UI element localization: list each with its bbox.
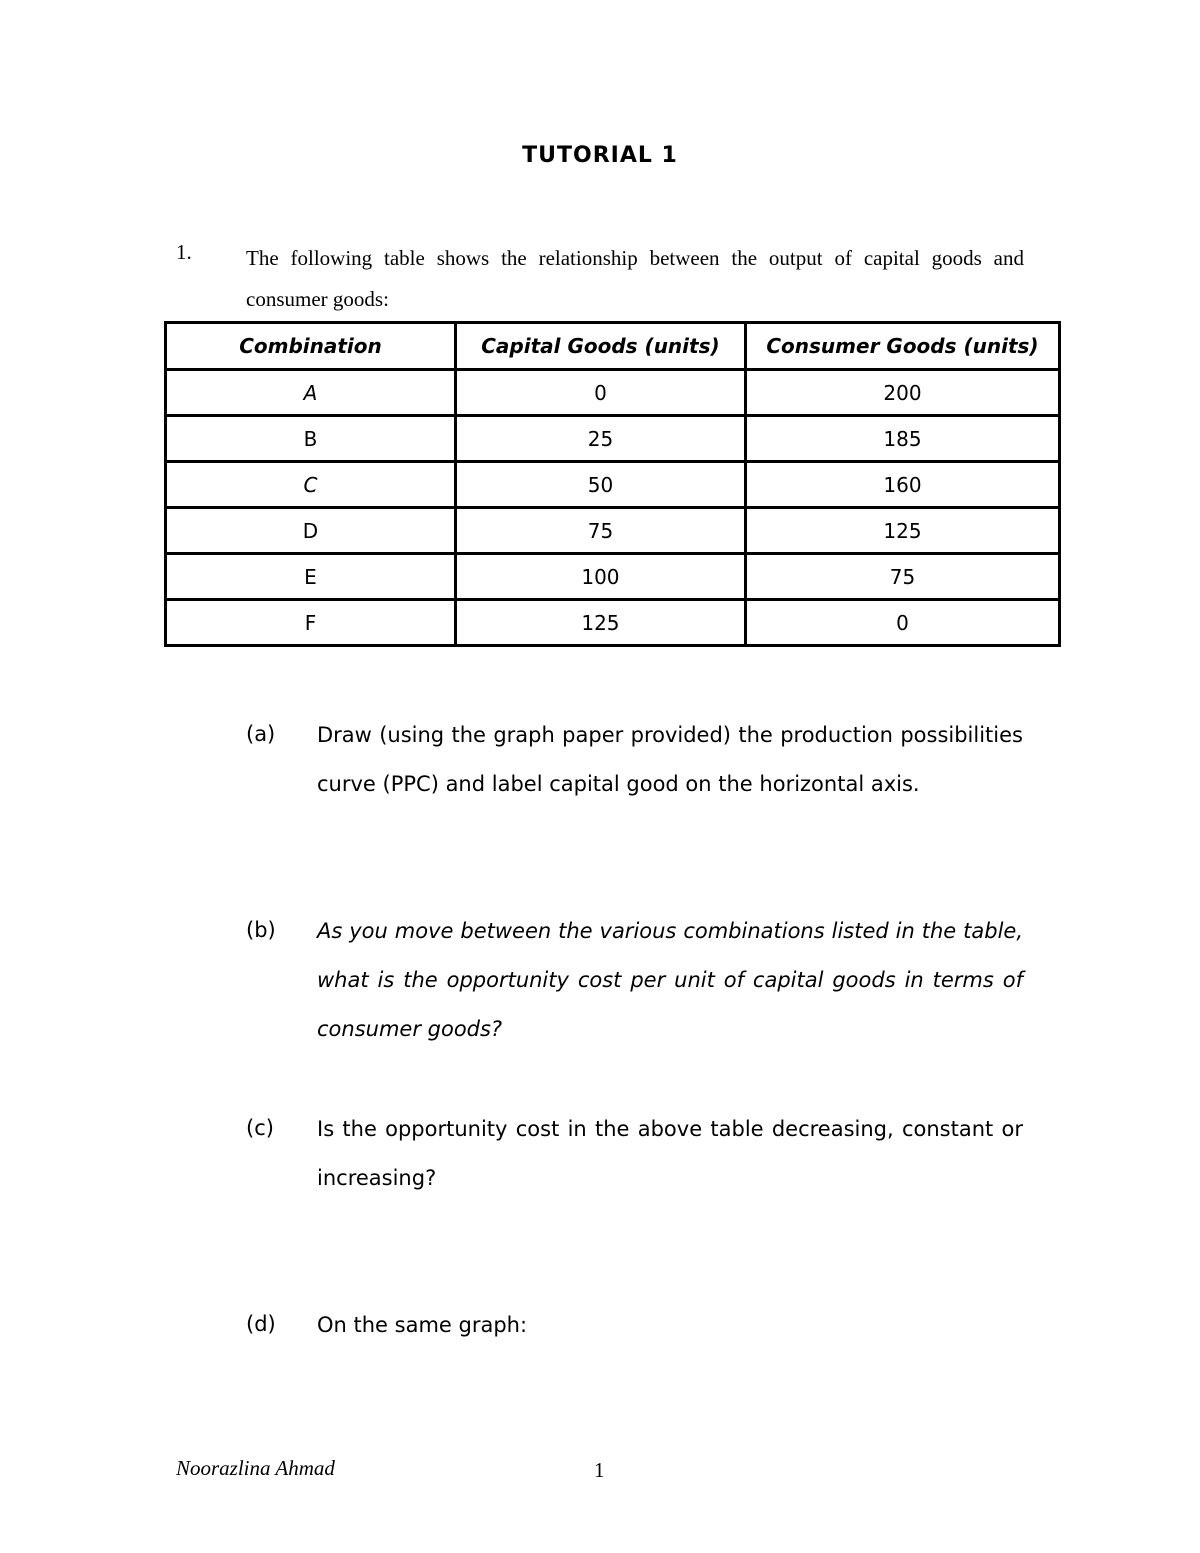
table-cell: 100 xyxy=(455,554,745,600)
part-c-text: Is the opportunity cost in the above table decreasing, constant or increasing? xyxy=(317,1117,1023,1190)
table-row xyxy=(166,370,1060,416)
table-cell: F xyxy=(166,600,456,646)
table-cell: 0 xyxy=(455,370,745,416)
part-a-label: (a) xyxy=(246,722,276,746)
data-table xyxy=(164,321,1061,647)
table-cell: B xyxy=(166,416,456,462)
table-cell: 0 xyxy=(745,600,1059,646)
table-cell: 75 xyxy=(745,554,1059,600)
table-row xyxy=(166,462,1060,508)
table-cell: E xyxy=(166,554,456,600)
table-cell: 25 xyxy=(455,416,745,462)
table-row xyxy=(166,554,1060,600)
table-cell: 50 xyxy=(455,462,745,508)
footer-author: Noorazlina Ahmad xyxy=(176,1456,335,1480)
table-cell: D xyxy=(166,508,456,554)
part-d-label: (d) xyxy=(246,1312,276,1336)
part-a-text: Draw (using the graph paper provided) the production possibilities curve (PPC) and label capital good on the horizontal axis. xyxy=(317,723,1023,796)
column-header-consumer-goods: Consumer Goods (units) xyxy=(745,323,1059,370)
question-number: 1. xyxy=(176,240,192,264)
table-cell: 75 xyxy=(455,508,745,554)
table-header-row xyxy=(166,323,1060,370)
table-cell: 200 xyxy=(745,370,1059,416)
table-row xyxy=(166,600,1060,646)
table-cell: A xyxy=(166,370,456,416)
table-cell: 125 xyxy=(745,508,1059,554)
table-row xyxy=(166,508,1060,554)
table-cell: 125 xyxy=(455,600,745,646)
column-header-combination: Combination xyxy=(166,323,456,370)
table-cell: 185 xyxy=(745,416,1059,462)
page-title: TUTORIAL 1 xyxy=(522,143,678,168)
part-c-label: (c) xyxy=(246,1116,274,1140)
part-b-text: As you move between the various combinations listed in the table, what is the opportunity cost per unit of capital goods in terms of consumer goods? xyxy=(317,919,1023,1041)
question-text: The following table shows the relationship between the output of capital goods and consumer goods: xyxy=(246,246,1024,311)
page-number: 1 xyxy=(594,1458,605,1482)
table-cell: 160 xyxy=(745,462,1059,508)
column-header-capital-goods: Capital Goods (units) xyxy=(455,323,745,370)
part-d-text: On the same graph: xyxy=(317,1313,528,1337)
part-b-label: (b) xyxy=(246,918,276,942)
table-row xyxy=(166,416,1060,462)
table-cell: C xyxy=(166,462,456,508)
